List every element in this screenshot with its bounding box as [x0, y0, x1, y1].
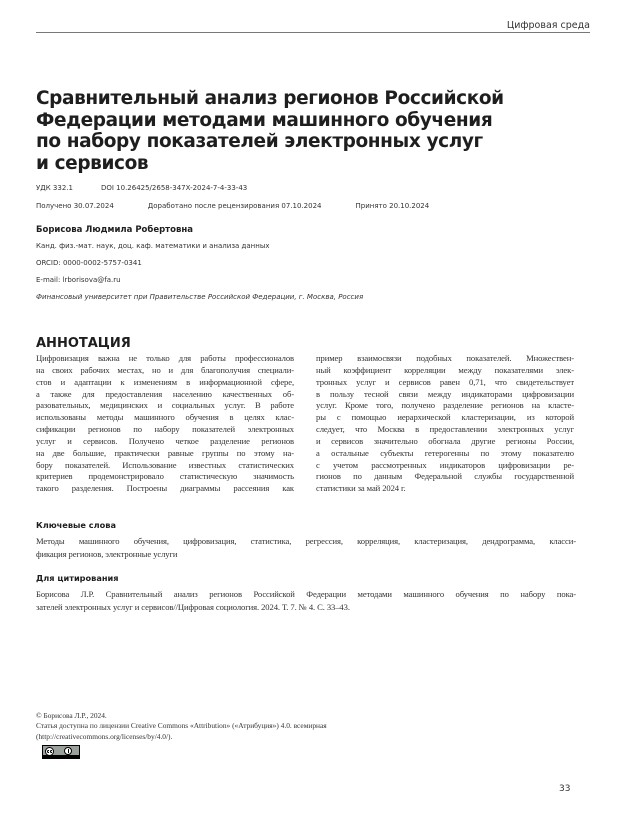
abstract-line: критериев продемонстрировало статистическую значимость: [36, 471, 294, 482]
copyright-notice: © Борисова Л.Р., 2024.: [36, 711, 107, 720]
meta-ids: [36, 184, 576, 193]
abstract-line: а также для предоставления населению качественных об-: [36, 388, 294, 399]
meta-dates: [36, 202, 576, 211]
abstract-line: гионов по данным Федеральной службы государственной: [316, 471, 574, 482]
header-rule: [36, 32, 590, 33]
doi[interactable]: DOI 10.26425/2658-347X-2024-7-4-33-43: [100, 184, 248, 192]
abstract-line: услуг. Кроме того, получено разделение регионов на класте-: [316, 400, 574, 411]
title-line: и сервисов: [36, 152, 149, 174]
abstract-line: и сервисов значительно обогнала другие регионы России,: [316, 435, 574, 446]
author-orcid[interactable]: ORCID: 0000-0002-5757-0341: [36, 259, 142, 267]
abstract-line: сификации регионов по набору показателей электронных: [36, 424, 294, 435]
keywords-line: Методы машинного обучения, цифровизация, статистика, регрессия, корреляция, кластеризация, дендрограмма, класси-: [36, 536, 576, 546]
abstract-column-left: [36, 353, 294, 495]
abstract-line: следует, что Москва в предоставлении электронных услуг: [316, 424, 574, 435]
title-line: по набору показателей электронных услуг: [36, 131, 483, 152]
abstract-line: ры с помощью иерархической кластеризации, из которой: [316, 412, 574, 423]
abstract-line: такого разделения. Построены диаграммы рассеяния как: [36, 483, 294, 494]
author-position: Канд. физ.-мат. наук, доц. каф. математики и анализа данных: [36, 242, 270, 250]
abstract-line: статистики за май 2024 г.: [316, 483, 406, 494]
abstract-line: в пользу тесной связи между индикаторами цифровизации: [316, 388, 574, 399]
keywords-text: [36, 535, 576, 560]
citation-line: Борисова Л.Р. Сравнительный анализ регионов Российской Федерации методами машинного обучения по набору пока-: [36, 589, 576, 599]
running-head-label: Цифровая среда: [506, 20, 590, 31]
keywords-heading: Ключевые слова: [36, 520, 116, 530]
abstract-line: на своих рабочих местах, но и для благополучия специали-: [36, 364, 294, 375]
license-url[interactable]: (http://creativecommons.org/licenses/by/4.0/).: [36, 731, 173, 741]
abstract-line: использованы методы машинного обучения в целях клас-: [36, 412, 294, 423]
received-date: Получено 30.07.2024: [36, 202, 114, 210]
license-statement: Статья доступна по лицензии Creative Commons «Attribution» («Атрибуция») 4.0. всемирная: [36, 721, 327, 731]
running-head: [36, 20, 590, 34]
abstract-line: тронных услуг и сервисов равен 0,71, что свидетельствует: [316, 376, 574, 387]
abstract-column-right: [316, 353, 574, 495]
badge-bottom-bar: [43, 755, 79, 758]
license-block: [36, 711, 456, 742]
abstract-line: Цифровизация важна не только для работы профессионалов: [36, 353, 294, 363]
article-title: [36, 88, 576, 174]
author-email[interactable]: E-mail: lrborisova@fa.ru: [36, 276, 121, 284]
revised-date: Доработано после рецензирования 07.10.2024: [147, 202, 322, 210]
abstract-line: бору показателей. Использование известных статистических: [36, 459, 294, 470]
abstract-line: ный коэффициент корреляции между показателями элек-: [316, 364, 574, 375]
abstract-line: на две большие, практически равные группы по этому на-: [36, 447, 294, 458]
attribution-person-icon: [64, 747, 72, 755]
abstract-line: разовательных, медицинских и социальных услуг. В работе: [36, 400, 294, 411]
page-number: 33: [559, 784, 571, 794]
abstract-line: а остальные субъекты гетерогенны по этому показателю: [316, 447, 574, 458]
citation-text: [36, 588, 576, 613]
citation-heading: Для цитирования: [36, 573, 119, 583]
abstract-line: пример взаимосвязи подобных показателей. Множествен-: [316, 353, 574, 363]
abstract-line: услуг и сервисов. Получено четкое разделение регионов: [36, 435, 294, 446]
keywords-line: фикация регионов, электронные услуги: [36, 548, 178, 559]
citation-line: зателей электронных услуг и сервисов//Цифровая социология. 2024. Т. 7. № 4. С. 33–43.: [36, 601, 350, 612]
udc-code: УДК 332.1: [36, 184, 73, 192]
title-line: Федерации методами машинного обучения: [36, 109, 493, 131]
accepted-date: Принято 20.10.2024: [355, 202, 430, 210]
cc-by-icon[interactable]: [42, 745, 80, 759]
abstract-line: с учетом рассмотренных индикаторов цифровизации ре-: [316, 459, 574, 470]
abstract-line: стов и адаптации к изменениям в информационной сфере,: [36, 376, 294, 387]
author-name: Борисова Людмила Робертовна: [36, 225, 193, 235]
title-line: Сравнительный анализ регионов Российской: [36, 88, 504, 109]
author-affiliation: Финансовый университет при Правительстве Российской Федерации, г. Москва, Россия: [36, 293, 364, 301]
abstract-heading: АННОТАЦИЯ: [36, 336, 131, 351]
